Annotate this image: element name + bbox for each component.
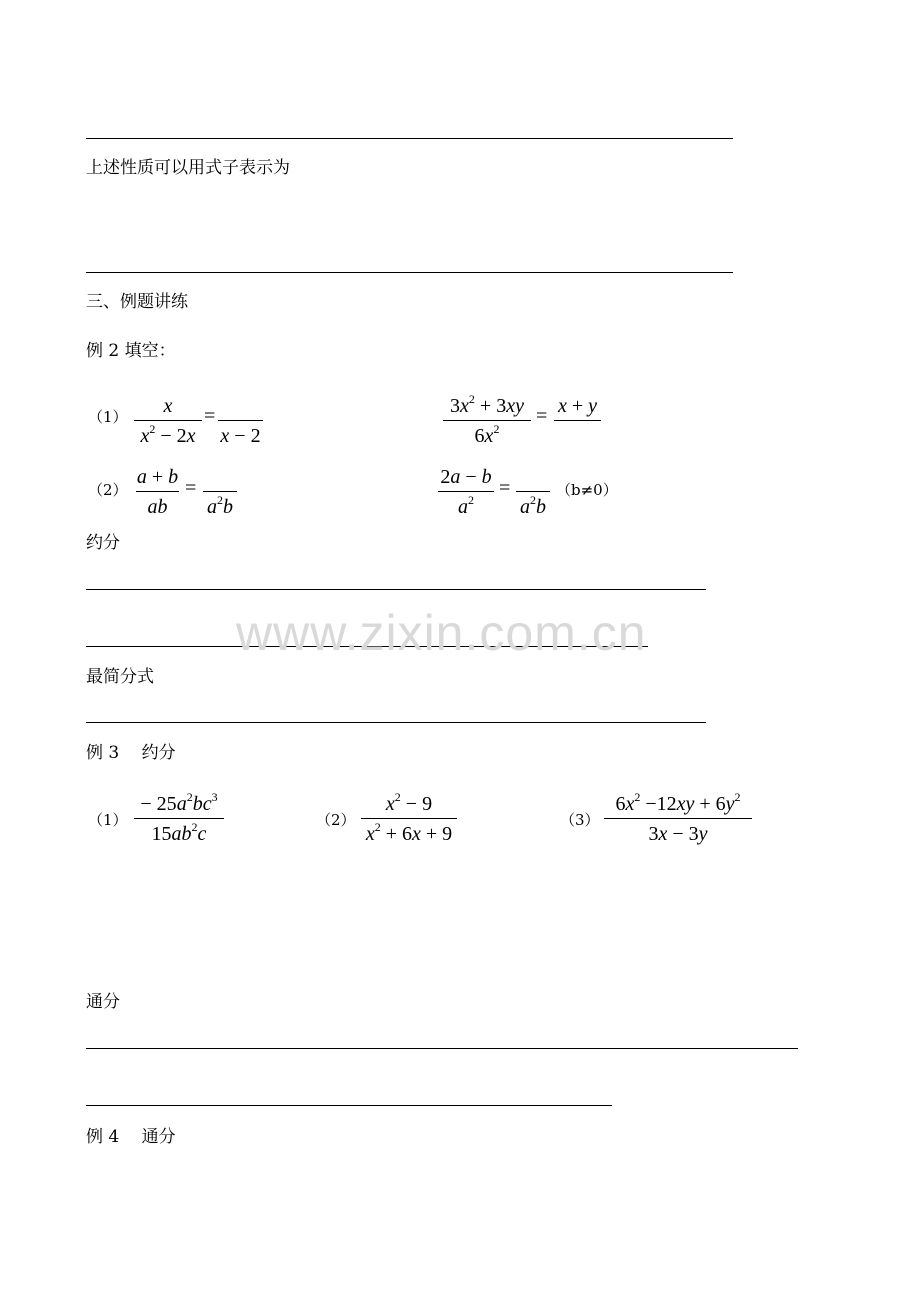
simplest-fraction-heading: 最简分式 [86,667,154,687]
fraction: a + b ab [136,466,179,518]
fraction: 2a − b $a^2$ [438,465,494,519]
item-label: （2） [88,481,128,499]
watermark: www.zixin.com.cn [236,605,647,661]
section-heading: 三、例题讲练 [86,292,188,312]
item-label: （1） [88,811,128,829]
property-expression-text: 上述性质可以用式子表示为 [86,158,290,178]
fraction: $3x^2 + 3xy$ $6x^2$ [443,394,531,448]
equals-sign: = [185,477,197,499]
item-label: （1） [88,408,128,426]
fraction: x − 2 [218,394,263,448]
example-3-heading: 例 3 约分 [86,743,176,763]
condition-note: （b≠0） [556,481,618,499]
item-label: （2） [316,811,356,829]
answer-line [86,589,706,590]
equals-sign: = [499,477,511,499]
answer-line [86,1105,612,1106]
fraction: $a^2b$ [516,465,550,519]
answer-line [86,272,733,273]
item-label: （3） [560,811,600,829]
equals-sign: = [536,405,548,427]
reduce-heading: 约分 [86,533,120,553]
answer-line [86,722,706,723]
common-denominator-heading: 通分 [86,992,120,1012]
fraction: − $25a^2bc^3$ $15ab^2c$ [134,792,224,846]
example-2-heading: 例 2 填空： [86,341,176,361]
answer-line [86,1048,798,1049]
fraction: x + y [554,394,601,448]
example-4-heading: 例 4 通分 [86,1127,176,1147]
fraction: $a^2b$ [203,465,237,519]
fraction: $6x^2 -12xy + 6y^2$ 3x − 3y [604,792,752,846]
equals-sign: = [204,405,216,427]
fraction: $x^2 - 9$ $x^2 + 6x + 9$ [361,792,457,846]
fraction: x $x^2 - 2x$ [134,394,202,448]
answer-line [86,138,733,139]
